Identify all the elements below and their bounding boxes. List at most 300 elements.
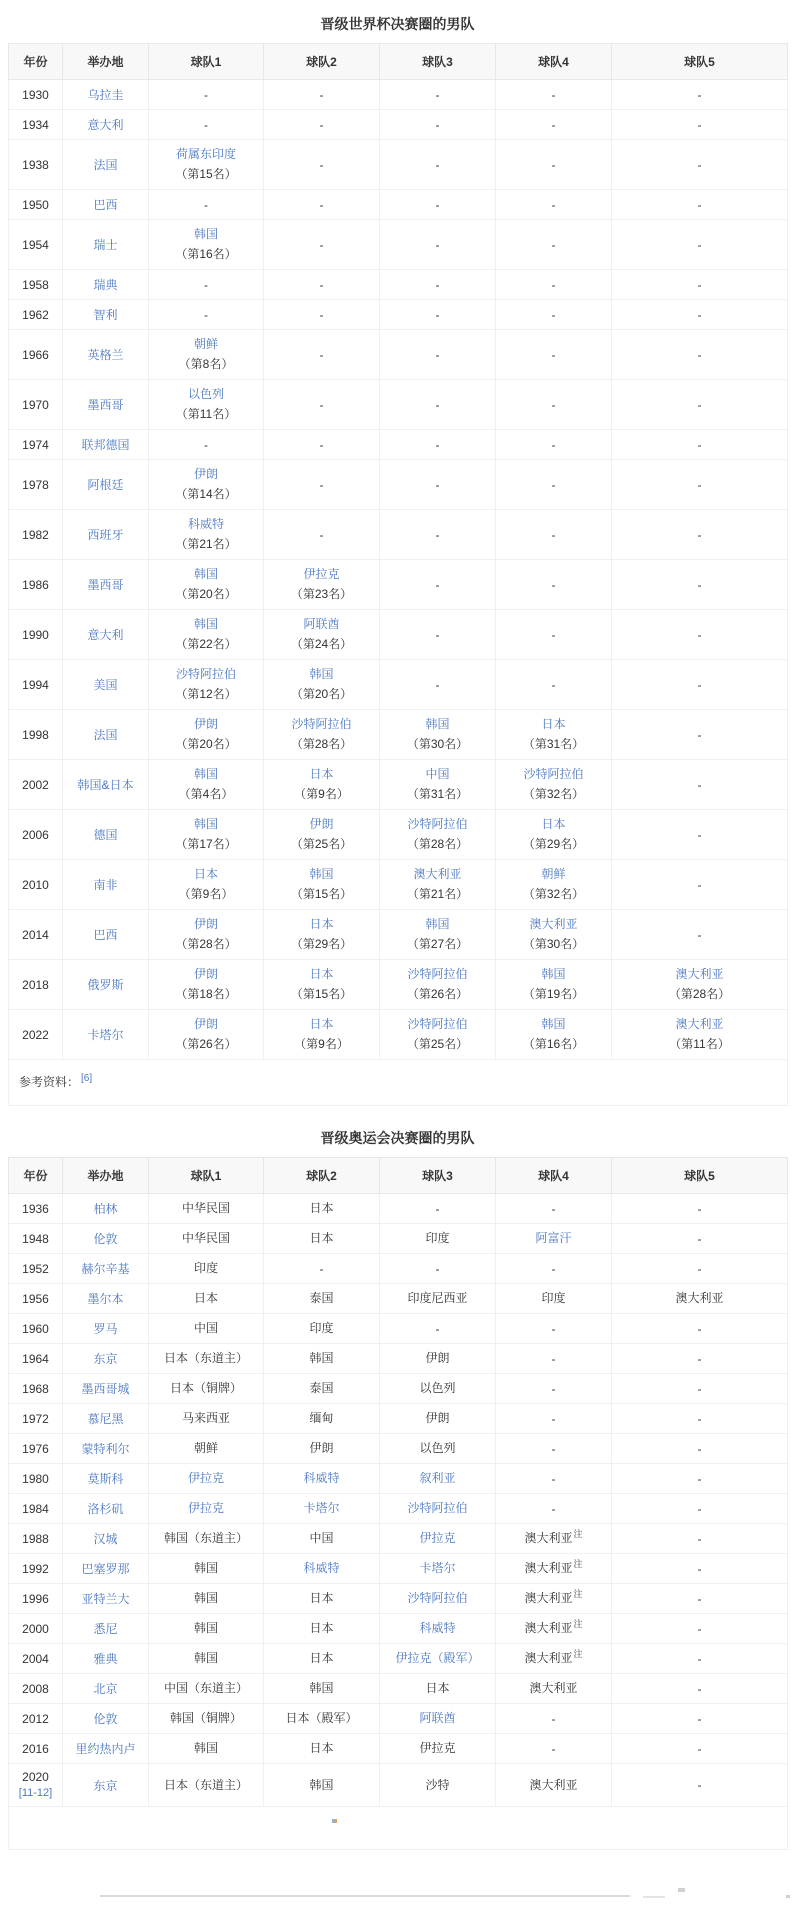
olympics-footer-row xyxy=(9,1807,788,1850)
tiny-image-artifact xyxy=(332,1819,337,1823)
host-link[interactable]: 法国 xyxy=(93,728,118,742)
team-rank: （第32名） xyxy=(522,787,585,801)
team-cell xyxy=(149,1374,264,1404)
year-value: 2004 xyxy=(22,1651,49,1666)
team-cell xyxy=(264,1614,380,1644)
team-cell xyxy=(264,1734,380,1764)
team-link[interactable]: 韩国 xyxy=(193,567,218,581)
team-cell xyxy=(149,760,264,810)
team-cell xyxy=(496,1194,612,1224)
table-row xyxy=(9,1524,788,1554)
team-cell xyxy=(264,1524,380,1554)
host-link[interactable]: 柏林 xyxy=(93,1202,118,1216)
team-name: 日本 xyxy=(309,1231,334,1245)
team-link[interactable]: 叙利亚 xyxy=(419,1471,456,1485)
team-name: 以色列 xyxy=(419,1441,456,1455)
team-rank: （第15名） xyxy=(290,987,353,1001)
host-link[interactable]: 罗马 xyxy=(93,1322,118,1336)
team-rank: （第11名） xyxy=(669,1037,730,1051)
team-cell xyxy=(380,560,496,610)
team-link[interactable]: 日本 xyxy=(309,917,334,931)
host-link[interactable]: 巴西 xyxy=(93,198,118,212)
empty-dash: - xyxy=(551,347,556,362)
table-row xyxy=(9,1554,788,1584)
host-link[interactable]: 英格兰 xyxy=(87,348,124,362)
team-link[interactable]: 韩国 xyxy=(425,917,450,931)
team-name: 日本（东道主） xyxy=(163,1777,248,1792)
team-link[interactable]: 沙特阿拉伯 xyxy=(407,1017,468,1031)
team-cell xyxy=(264,300,380,330)
year-cell xyxy=(9,1314,63,1344)
empty-dash: - xyxy=(435,307,440,322)
partial-divider-line xyxy=(100,1895,630,1897)
team-cell xyxy=(264,110,380,140)
team-rank: （第8名） xyxy=(178,357,234,371)
team-name: 澳大利亚 xyxy=(524,1621,573,1635)
host-link[interactable]: 巴西 xyxy=(93,928,118,942)
year-value: 1996 xyxy=(22,1591,49,1606)
team-name: 朝鲜 xyxy=(193,1441,218,1455)
host-cell xyxy=(63,960,149,1010)
team-link[interactable]: 荷属东印度 xyxy=(175,147,236,161)
host-cell xyxy=(63,1254,149,1284)
empty-dash: - xyxy=(697,577,702,592)
column-header: 球队2 xyxy=(264,44,380,80)
team-cell xyxy=(149,330,264,380)
table-row xyxy=(9,860,788,910)
team-name: 中国（东道主） xyxy=(163,1681,248,1695)
team-link[interactable]: 日本 xyxy=(193,867,218,881)
host-link[interactable]: 墨西哥 xyxy=(87,398,124,412)
year-value: 2002 xyxy=(22,777,49,792)
host-link[interactable]: 阿根廷 xyxy=(87,478,124,492)
year-cell xyxy=(9,660,63,710)
host-link[interactable]: 慕尼黑 xyxy=(87,1412,124,1426)
host-link[interactable]: 东京 xyxy=(93,1352,118,1366)
host-cell xyxy=(63,1494,149,1524)
note-superscript: 注 xyxy=(573,1559,583,1569)
team-rank: （第26名） xyxy=(406,987,469,1001)
team-cell xyxy=(612,1434,788,1464)
team-cell xyxy=(264,1224,380,1254)
host-link[interactable]: 蒙特利尔 xyxy=(81,1442,130,1456)
team-cell xyxy=(264,760,380,810)
year-value: 1980 xyxy=(22,1471,49,1486)
host-link[interactable]: 里约热内卢 xyxy=(75,1742,136,1756)
team-cell xyxy=(380,1404,496,1434)
host-link[interactable]: 雅典 xyxy=(93,1652,118,1666)
team-cell xyxy=(380,1764,496,1807)
team-link[interactable]: 伊朗 xyxy=(193,967,218,981)
host-link[interactable]: 悉尼 xyxy=(93,1622,118,1636)
year-ref-link[interactable]: [11-12] xyxy=(18,1787,53,1799)
host-cell xyxy=(63,1554,149,1584)
team-cell xyxy=(496,1254,612,1284)
team-link[interactable]: 沙特阿拉伯 xyxy=(407,1591,468,1605)
year-cell xyxy=(9,510,63,560)
team-link[interactable]: 伊朗 xyxy=(193,917,218,931)
table-row xyxy=(9,510,788,560)
empty-dash: - xyxy=(435,347,440,362)
team-cell xyxy=(264,1644,380,1674)
team-link[interactable]: 阿联酋 xyxy=(303,617,340,631)
team-cell xyxy=(496,1734,612,1764)
team-link[interactable]: 韩国 xyxy=(309,867,334,881)
empty-dash: - xyxy=(551,307,556,322)
host-link[interactable]: 意大利 xyxy=(87,118,124,132)
team-name: 印度 xyxy=(425,1231,450,1245)
team-name: 印度 xyxy=(309,1321,334,1335)
team-name: 马来西亚 xyxy=(181,1411,230,1425)
year-cell xyxy=(9,810,63,860)
host-link[interactable]: 莫斯科 xyxy=(87,1472,124,1486)
host-link[interactable]: 韩国&日本 xyxy=(77,778,134,792)
host-link[interactable]: 智利 xyxy=(93,308,118,322)
team-cell xyxy=(149,560,264,610)
column-header: 年份 xyxy=(9,44,63,80)
team-link[interactable]: 科威特 xyxy=(303,1471,340,1485)
year-value: 1976 xyxy=(22,1441,49,1456)
team-rank: （第23名） xyxy=(290,587,353,601)
empty-dash: - xyxy=(697,1591,702,1606)
team-link[interactable]: 伊拉克 xyxy=(303,567,340,581)
team-link[interactable]: 韩国 xyxy=(425,717,450,731)
team-cell xyxy=(264,380,380,430)
team-name: 伊拉克 xyxy=(419,1741,456,1755)
empty-dash: - xyxy=(551,1711,556,1726)
host-cell xyxy=(63,560,149,610)
empty-dash: - xyxy=(435,277,440,292)
team-cell xyxy=(149,1194,264,1224)
host-link[interactable]: 墨西哥 xyxy=(87,578,124,592)
team-cell xyxy=(612,430,788,460)
empty-dash: - xyxy=(697,1231,702,1246)
team-link[interactable]: 中国 xyxy=(425,767,450,781)
team-rank: （第30名） xyxy=(406,737,469,751)
team-rank: （第18名） xyxy=(175,987,237,1001)
year-cell xyxy=(9,960,63,1010)
team-link[interactable]: 澳大利亚 xyxy=(413,867,462,881)
empty-dash: - xyxy=(697,877,702,892)
empty-dash: - xyxy=(435,197,440,212)
table-row xyxy=(9,1584,788,1614)
empty-dash: - xyxy=(551,577,556,592)
team-link[interactable]: 朝鲜 xyxy=(541,867,566,881)
team-cell xyxy=(149,380,264,430)
team-cell xyxy=(149,1554,264,1584)
team-cell xyxy=(380,1374,496,1404)
year-value: 1934 xyxy=(22,117,49,132)
team-cell xyxy=(149,610,264,660)
team-link[interactable]: 科威特 xyxy=(303,1561,340,1575)
team-cell xyxy=(149,1284,264,1314)
team-cell xyxy=(264,1194,380,1224)
team-rank: （第4名） xyxy=(178,787,234,801)
team-cell xyxy=(496,660,612,710)
team-cell xyxy=(612,1010,788,1060)
host-cell xyxy=(63,1464,149,1494)
team-cell xyxy=(612,380,788,430)
team-link[interactable]: 澳大利亚 xyxy=(675,1017,724,1031)
host-link[interactable]: 南非 xyxy=(93,878,118,892)
host-link[interactable]: 赫尔辛基 xyxy=(81,1262,130,1276)
empty-dash: - xyxy=(319,437,324,452)
team-name: 日本（东道主） xyxy=(163,1351,248,1365)
host-cell xyxy=(63,300,149,330)
team-cell xyxy=(612,190,788,220)
team-rank: （第19名） xyxy=(522,987,585,1001)
team-cell xyxy=(496,610,612,660)
host-link[interactable]: 墨西哥城 xyxy=(81,1382,130,1396)
table-row xyxy=(9,610,788,660)
team-link[interactable]: 韩国 xyxy=(193,767,218,781)
team-cell xyxy=(380,1494,496,1524)
team-link[interactable]: 伊朗 xyxy=(193,717,218,731)
team-cell xyxy=(496,1674,612,1704)
team-link[interactable]: 韩国 xyxy=(193,817,218,831)
team-link[interactable]: 澳大利亚 xyxy=(529,917,578,931)
team-cell xyxy=(612,560,788,610)
team-cell xyxy=(380,190,496,220)
team-cell xyxy=(380,1554,496,1584)
team-cell xyxy=(264,910,380,960)
host-link[interactable]: 洛杉矶 xyxy=(87,1502,124,1516)
team-link[interactable]: 日本 xyxy=(309,967,334,981)
team-link[interactable]: 卡塔尔 xyxy=(303,1501,340,1515)
team-link[interactable]: 伊拉克 xyxy=(187,1501,224,1515)
team-cell xyxy=(496,910,612,960)
team-rank: （第9名） xyxy=(178,887,234,901)
year-cell xyxy=(9,910,63,960)
team-link[interactable]: 阿联酋 xyxy=(419,1711,456,1725)
team-cell xyxy=(496,380,612,430)
worldcup-table xyxy=(8,43,788,1106)
team-cell xyxy=(149,1254,264,1284)
team-name: 日本 xyxy=(309,1591,334,1605)
host-link[interactable]: 东京 xyxy=(93,1778,118,1793)
empty-dash: - xyxy=(697,237,702,252)
year-cell xyxy=(9,760,63,810)
host-link[interactable]: 汉城 xyxy=(93,1532,118,1546)
team-name-with-note xyxy=(499,1590,608,1607)
empty-dash: - xyxy=(551,527,556,542)
team-link[interactable]: 韩国 xyxy=(541,1017,566,1031)
host-cell xyxy=(63,910,149,960)
team-link[interactable]: 朝鲜 xyxy=(193,337,218,351)
team-cell xyxy=(380,510,496,560)
team-cell xyxy=(496,1314,612,1344)
team-link[interactable]: 日本 xyxy=(309,767,334,781)
team-link[interactable]: 沙特阿拉伯 xyxy=(291,717,352,731)
team-link[interactable]: 伊朗 xyxy=(193,1017,218,1031)
empty-dash: - xyxy=(551,1501,556,1516)
year-value: 1960 xyxy=(22,1321,49,1336)
host-link[interactable]: 俄罗斯 xyxy=(87,978,124,992)
host-link[interactable]: 法国 xyxy=(93,158,118,172)
team-cell xyxy=(264,1704,380,1734)
team-cell xyxy=(264,140,380,190)
team-link[interactable]: 沙特阿拉伯 xyxy=(407,817,468,831)
team-link[interactable]: 科威特 xyxy=(419,1621,456,1635)
team-name: 澳大利亚 xyxy=(524,1561,573,1575)
team-cell xyxy=(612,1524,788,1554)
team-link[interactable]: 日本 xyxy=(541,717,566,731)
team-link[interactable]: 伊朗 xyxy=(193,467,218,481)
team-link[interactable]: 阿富汗 xyxy=(535,1231,572,1245)
team-link[interactable]: 科威特 xyxy=(187,517,224,531)
host-link[interactable]: 北京 xyxy=(93,1682,118,1696)
team-cell xyxy=(380,460,496,510)
year-value: 1978 xyxy=(22,477,49,492)
host-link[interactable]: 伦敦 xyxy=(93,1232,118,1246)
team-link[interactable]: 韩国 xyxy=(541,967,566,981)
team-name: 以色列 xyxy=(419,1381,456,1395)
team-name: 澳大利亚 xyxy=(524,1651,573,1665)
team-link[interactable]: 沙特阿拉伯 xyxy=(175,667,236,681)
host-link[interactable]: 瑞典 xyxy=(93,278,118,292)
team-link[interactable]: 韩国 xyxy=(193,227,218,241)
year-value: 2010 xyxy=(22,877,49,892)
team-link[interactable]: 沙特阿拉伯 xyxy=(523,767,584,781)
year-cell xyxy=(9,1254,63,1284)
team-link[interactable]: 沙特阿拉伯 xyxy=(407,967,468,981)
team-link[interactable]: 沙特阿拉伯 xyxy=(407,1501,468,1515)
team-cell xyxy=(496,1524,612,1554)
host-link[interactable]: 卡塔尔 xyxy=(87,1028,124,1042)
host-cell xyxy=(63,860,149,910)
team-cell xyxy=(612,910,788,960)
host-cell xyxy=(63,1224,149,1254)
year-value: 1962 xyxy=(22,307,49,322)
reference-row xyxy=(9,1060,788,1106)
table-row xyxy=(9,1434,788,1464)
year-cell xyxy=(9,380,63,430)
team-name: 伊朗 xyxy=(425,1411,450,1425)
year-value: 1994 xyxy=(22,677,49,692)
empty-dash: - xyxy=(697,1711,702,1726)
empty-dash: - xyxy=(697,1471,702,1486)
empty-dash: - xyxy=(551,1381,556,1396)
table-row xyxy=(9,300,788,330)
year-value: 1988 xyxy=(22,1531,49,1546)
host-link[interactable]: 西班牙 xyxy=(87,528,124,542)
year-cell xyxy=(9,140,63,190)
team-name: 澳大利亚 xyxy=(529,1777,578,1792)
host-link[interactable]: 联邦德国 xyxy=(81,438,130,452)
team-link[interactable]: 卡塔尔 xyxy=(419,1561,456,1575)
team-link[interactable]: 日本 xyxy=(541,817,566,831)
team-cell xyxy=(496,1434,612,1464)
column-header: 球队2 xyxy=(264,1158,380,1194)
team-cell xyxy=(612,610,788,660)
team-cell xyxy=(149,510,264,560)
empty-dash: - xyxy=(319,307,324,322)
year-cell xyxy=(9,1224,63,1254)
team-link[interactable]: 韩国 xyxy=(309,667,334,681)
team-link[interactable]: 以色列 xyxy=(187,387,224,401)
empty-dash: - xyxy=(697,1501,702,1516)
team-cell xyxy=(380,1584,496,1614)
team-cell xyxy=(496,1614,612,1644)
year-cell xyxy=(9,1344,63,1374)
host-link[interactable]: 墨尔本 xyxy=(87,1292,124,1306)
empty-dash: - xyxy=(204,197,208,212)
table-row xyxy=(9,1010,788,1060)
team-cell xyxy=(149,1734,264,1764)
host-link[interactable]: 意大利 xyxy=(87,628,124,642)
team-cell xyxy=(264,460,380,510)
team-cell xyxy=(496,1374,612,1404)
team-cell xyxy=(612,760,788,810)
empty-dash: - xyxy=(435,677,440,692)
empty-dash: - xyxy=(697,777,702,792)
team-rank: （第28名） xyxy=(668,987,731,1001)
team-link[interactable]: 伊拉克 xyxy=(419,1531,456,1545)
reference-link[interactable]: [6] xyxy=(81,1073,93,1084)
team-cell xyxy=(612,330,788,380)
team-cell xyxy=(612,1494,788,1524)
team-link[interactable]: 伊朗 xyxy=(309,817,334,831)
team-link[interactable]: 伊拉克 xyxy=(187,1471,224,1485)
team-cell xyxy=(149,1344,264,1374)
table-row xyxy=(9,330,788,380)
host-cell xyxy=(63,430,149,460)
team-cell xyxy=(380,1434,496,1464)
team-name-with-note xyxy=(499,1530,608,1547)
team-link[interactable]: 韩国 xyxy=(193,617,218,631)
team-cell xyxy=(612,510,788,560)
team-cell xyxy=(496,460,612,510)
table-row xyxy=(9,810,788,860)
team-rank: （第14名） xyxy=(175,487,237,501)
empty-dash: - xyxy=(697,627,702,642)
host-link[interactable]: 美国 xyxy=(93,678,118,692)
team-rank: （第29名） xyxy=(522,837,585,851)
empty-dash: - xyxy=(697,1321,702,1336)
year-value: 2022 xyxy=(22,1027,49,1042)
team-rank: （第31名） xyxy=(522,737,585,751)
team-link[interactable]: 伊拉克（殿军） xyxy=(395,1651,480,1665)
team-cell xyxy=(149,710,264,760)
team-cell xyxy=(149,220,264,270)
team-cell xyxy=(496,270,612,300)
host-cell xyxy=(63,660,149,710)
note-superscript: 注 xyxy=(573,1589,583,1599)
year-cell xyxy=(9,1284,63,1314)
empty-dash: - xyxy=(319,1261,324,1276)
host-cell xyxy=(63,1344,149,1374)
host-link[interactable]: 德国 xyxy=(93,828,118,842)
empty-dash: - xyxy=(697,1351,702,1366)
team-cell xyxy=(264,80,380,110)
host-link[interactable]: 乌拉圭 xyxy=(87,88,124,102)
year-value: 1984 xyxy=(22,1501,49,1516)
team-link[interactable]: 日本 xyxy=(309,1017,334,1031)
team-name: 缅甸 xyxy=(309,1411,334,1425)
host-link[interactable]: 瑞士 xyxy=(93,238,118,252)
team-rank: （第16名） xyxy=(175,247,237,261)
team-cell xyxy=(612,1644,788,1674)
partial-divider-segment xyxy=(643,1896,665,1898)
host-link[interactable]: 亚特兰大 xyxy=(81,1592,130,1606)
team-cell xyxy=(380,270,496,300)
team-link[interactable]: 澳大利亚 xyxy=(675,967,724,981)
team-cell xyxy=(149,1434,264,1464)
team-rank: （第21名） xyxy=(406,887,469,901)
team-cell xyxy=(496,1010,612,1060)
host-link[interactable]: 伦敦 xyxy=(93,1712,118,1726)
host-link[interactable]: 巴塞罗那 xyxy=(81,1562,130,1576)
